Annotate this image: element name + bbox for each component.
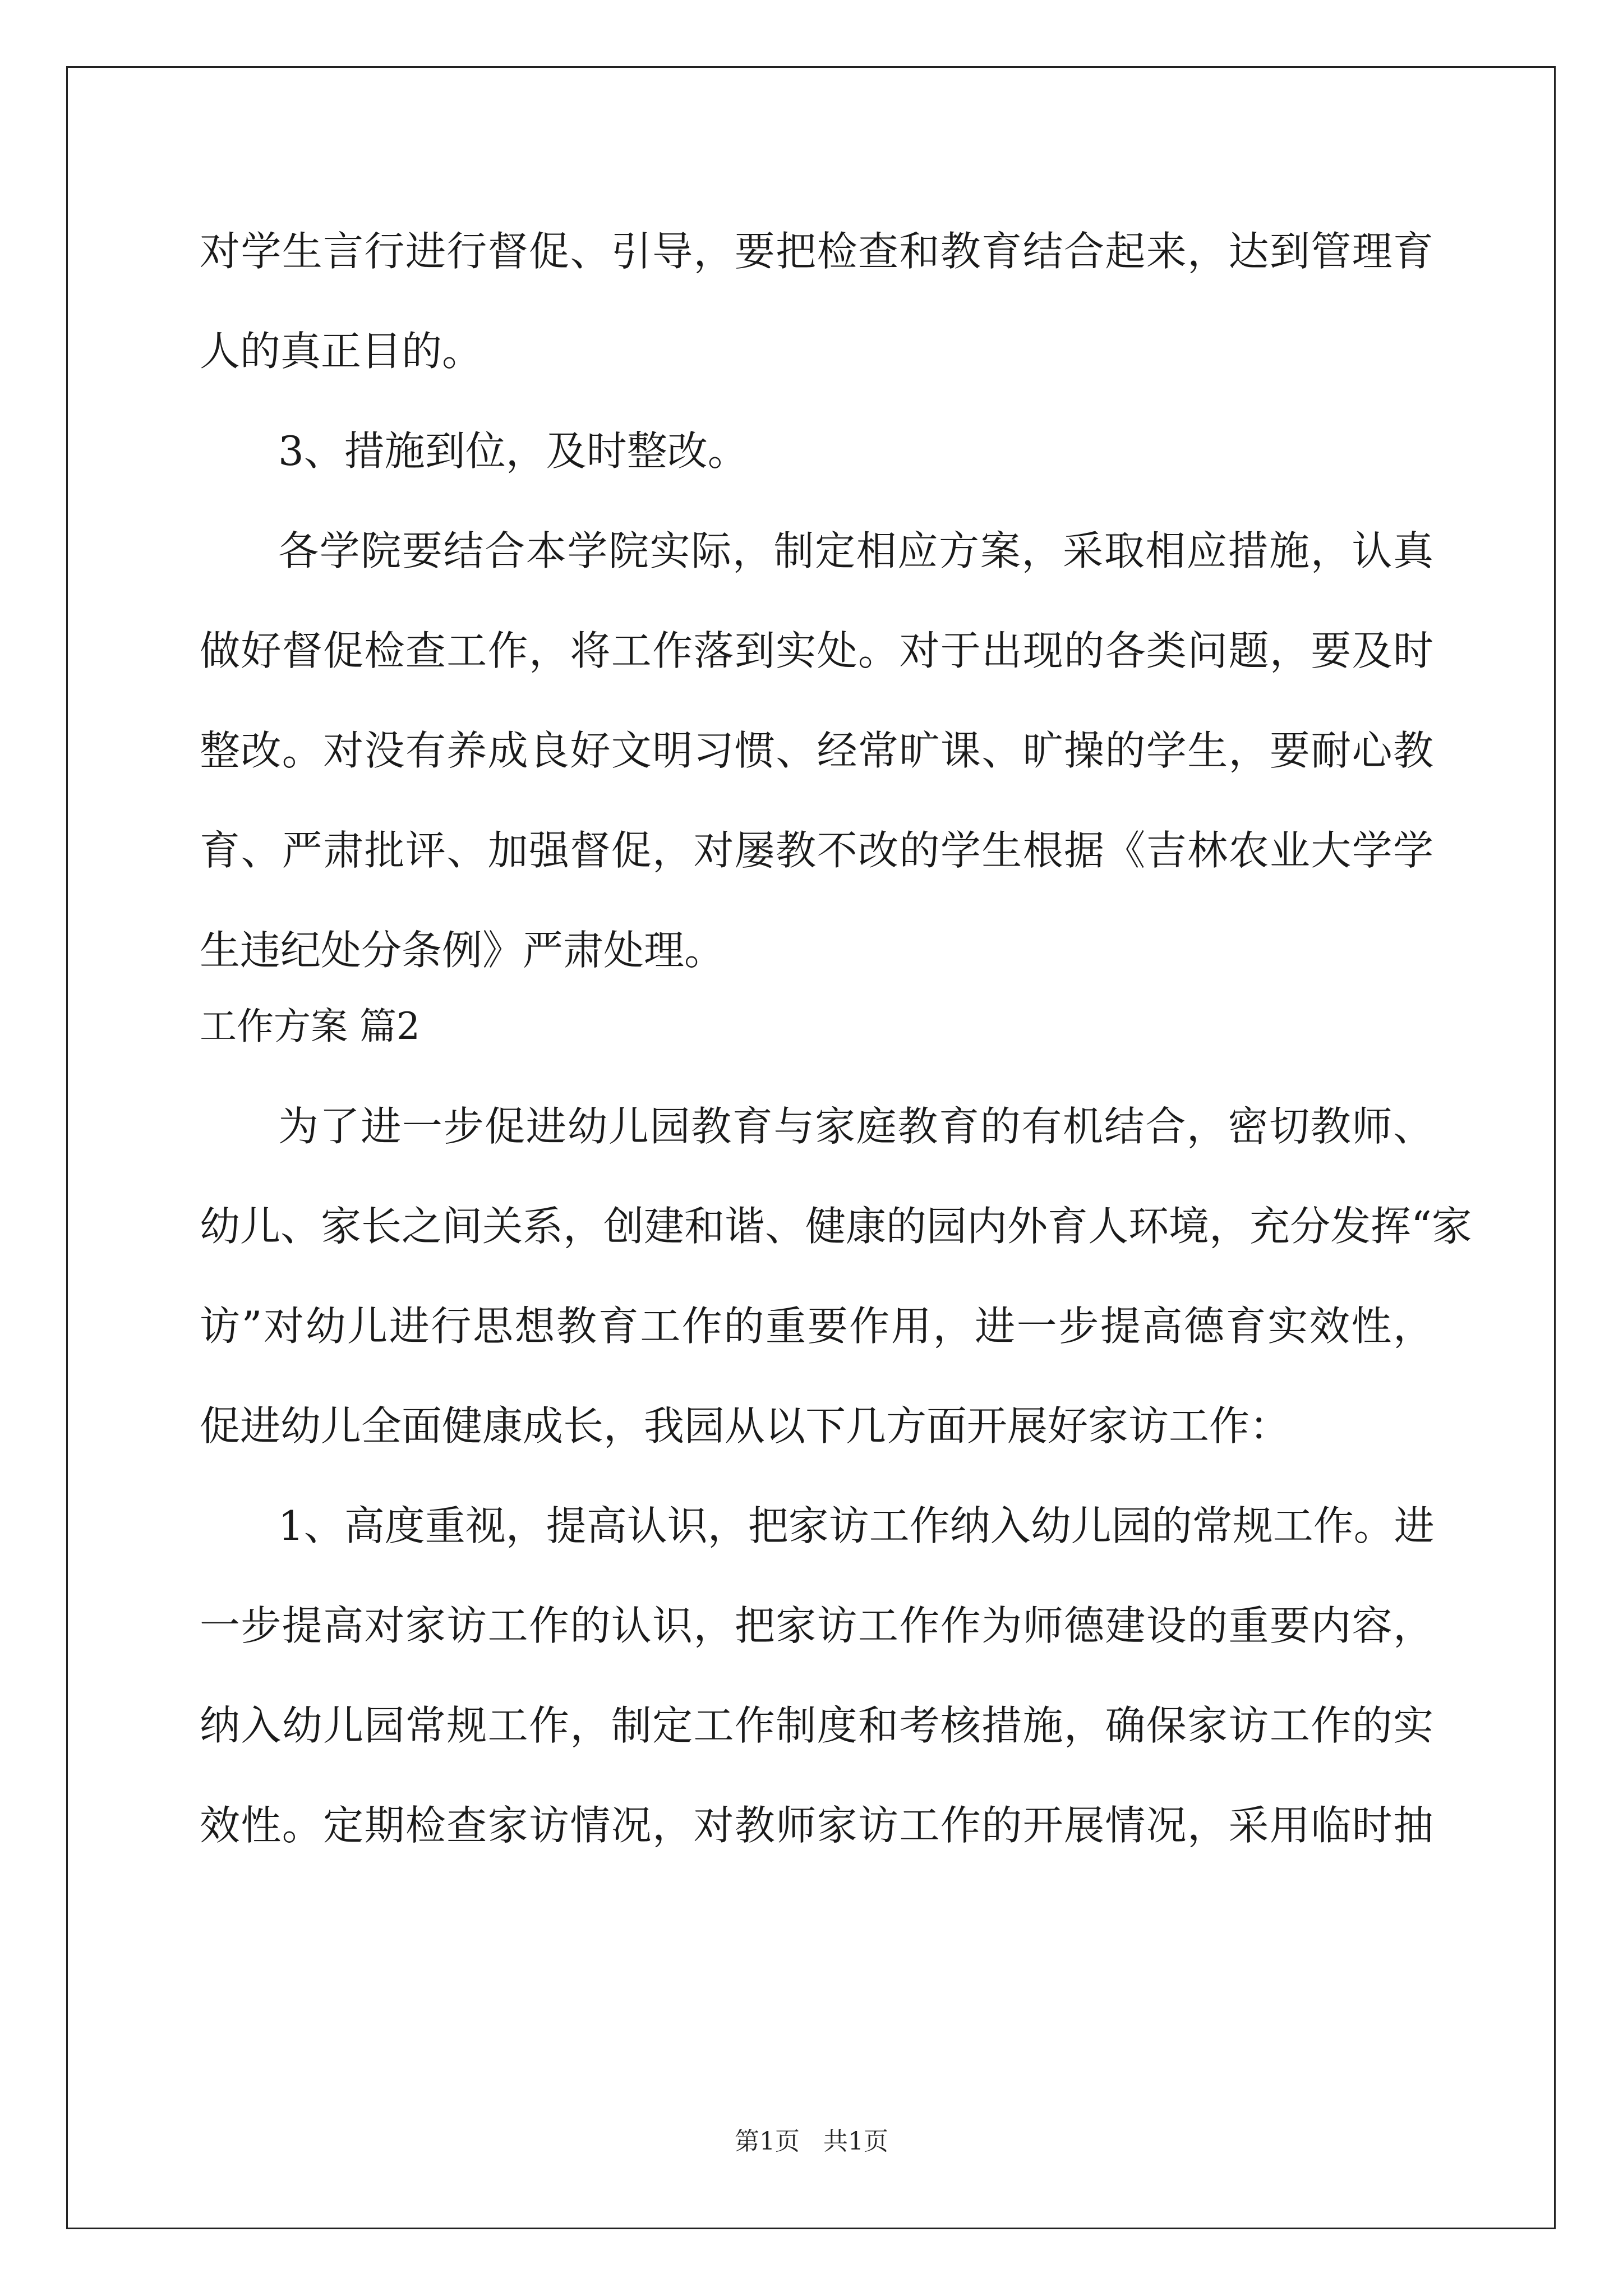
paragraph-line: 对学生言行进行督促、引导，要把检查和教育结合起来，达到管理育 bbox=[200, 228, 1433, 275]
paragraph-line: 为了进一步促进幼儿园教育与家庭教育的有机结合，密切教师、 bbox=[278, 1103, 1433, 1150]
page-total: 共1页 bbox=[823, 2127, 888, 2156]
paragraph-line: 效性。定期检查家访情况，对教师家访工作的开展情况，采用临时抽 bbox=[200, 1802, 1433, 1849]
page-number: 第1页 bbox=[735, 2127, 800, 2156]
paragraph-line: 整改。对没有养成良好文明习惯、经常旷课、旷操的学生，要耐心教 bbox=[200, 727, 1433, 774]
paragraph-line: 访”对幼儿进行思想教育工作的重要作用，进一步提高德育实效性， bbox=[200, 1303, 1433, 1350]
paragraph-line: 人的真正目的。 bbox=[200, 328, 483, 375]
paragraph-line: 育、严肃批评、加强督促，对屡教不改的学生根据《吉林农业大学学 bbox=[200, 827, 1433, 874]
paragraph-line: 一步提高对家访工作的认识，把家访工作作为师德建设的重要内容， bbox=[200, 1602, 1433, 1649]
paragraph-line: 做好督促检查工作，将工作落到实处。对于出现的各类问题，要及时 bbox=[200, 627, 1433, 674]
paragraph-line: 1、高度重视，提高认识，把家访工作纳入幼儿园的常规工作。进 bbox=[278, 1502, 1435, 1549]
list-item-heading: 3、措施到位，及时整改。 bbox=[278, 427, 748, 475]
paragraph-line: 生违纪处分条例》严肃处理。 bbox=[200, 927, 725, 974]
section-heading: 工作方案 篇2 bbox=[200, 1005, 420, 1048]
paragraph-line: 幼儿、家长之间关系，创建和谐、健康的园内外育人环境，充分发挥“家 bbox=[200, 1203, 1472, 1250]
page-footer bbox=[0, 2125, 1623, 2159]
paragraph-line: 纳入幼儿园常规工作，制定工作制度和考核措施，确保家访工作的实 bbox=[200, 1702, 1433, 1749]
paragraph-line: 促进幼儿全面健康成长，我园从以下几方面开展好家访工作： bbox=[200, 1402, 1290, 1450]
paragraph-line: 各学院要结合本学院实际，制定相应方案，采取相应措施，认真 bbox=[278, 527, 1433, 574]
